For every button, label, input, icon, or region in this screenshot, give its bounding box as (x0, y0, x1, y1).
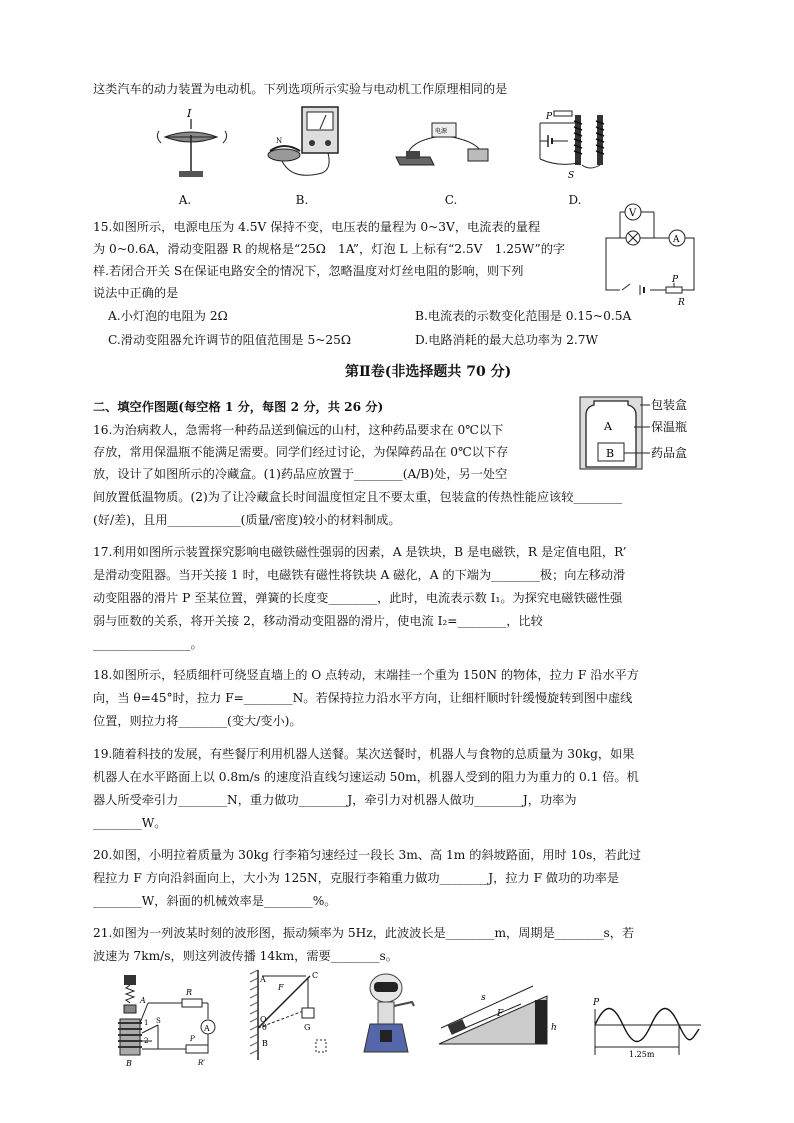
q18-lever-diagram (248, 968, 338, 1063)
svg-text:h: h (551, 1023, 557, 1033)
svg-text:F: F (278, 983, 284, 992)
q16-line-2: 存放，常用保温瓶不能满足需要。同学们经过讨论，为保障药品在 0℃以下存 (93, 445, 509, 459)
svg-text:包装盒: 包装盒 (651, 398, 688, 412)
svg-text:s: s (481, 993, 486, 1003)
svg-text:2: 2 (144, 1037, 149, 1045)
q14-fig-d (538, 105, 618, 180)
q14-caption-d: D. (568, 193, 582, 207)
q14-fig-b (262, 103, 342, 183)
b-n: N (276, 137, 283, 145)
svg-text:C: C (312, 971, 319, 980)
svg-text:R’: R’ (198, 1059, 206, 1067)
q14-intro: 这类汽车的动力装置为电动机。下列选项所示实验与电动机工作原理相同的是 (93, 82, 508, 96)
q14-fig-c (392, 115, 492, 185)
svg-text:O: O (260, 1015, 267, 1024)
q16-line-5: (好/差)，且用____________(质量/密度)较小的材料制成。 (93, 513, 401, 527)
q15-option-d: D.电路消耗的最大总功率为 2.7W (415, 333, 599, 347)
q17-line-3: 动变阻器的滑片 P 至某位置，弹簧的长度变________，此时，电流表示数 I₁。为探究电磁铁磁性强 (93, 591, 623, 605)
svg-text:R: R (186, 988, 193, 997)
q20-line-3: ________W，斜面的机械效率是________%。 (93, 894, 337, 908)
svg-text:保温瓶: 保温瓶 (651, 420, 688, 434)
q20-slope-diagram (437, 978, 577, 1053)
q17-line-4: 弱与匝数的关系，将开关接 2，移动滑动变阻器的滑片，使电流 I₂=________，比较 (93, 614, 543, 628)
part2-title: 第Ⅱ卷(非选择题共 70 分) (345, 364, 512, 380)
q21-line-2: 波速为 7km/s，则这列波传播 14km，需要________s。 (93, 949, 398, 963)
q15-line-1: 15.如图所示，电源电压为 4.5V 保持不变，电压表的量程为 0~3V，电流表的量程 (93, 220, 541, 234)
svg-text:S: S (568, 171, 575, 181)
q15-option-c: C.滑动变阻器允许调节的阻值范围是 5~25Ω (108, 333, 352, 347)
q16-cooler-box-diagram (578, 395, 708, 475)
svg-text:P: P (546, 112, 553, 122)
q21-line-1: 21.如图为一列波某时刻的波形图，振动频率为 5Hz，此波波长是________m，周期是________s，若 (93, 926, 635, 940)
q16-line-1: 16.为治病救人，急需将一种药品送到偏远的山村，这种药品要求在 0℃以下 (93, 423, 504, 437)
svg-text:B: B (606, 447, 615, 460)
q15-option-b: B.电流表的示数变化范围是 0.15~0.5A (415, 309, 632, 323)
q16-line-3: 放，设计了如图所示的冷藏盒。(1)药品应放置于________(A/B)处，另一处空 (93, 467, 508, 481)
svg-text:P: P (593, 998, 600, 1008)
q14-caption-a: A. (178, 193, 192, 207)
q18-line-1: 18.如图所示，轻质细杆可绕竖直墙上的 O 点转动，末端挂一个重为 150N 的物体，拉力 F 沿水平方 (93, 668, 639, 682)
svg-text:I: I (187, 107, 192, 120)
q14-caption-b: B. (295, 193, 309, 207)
q19-line-3: 器人所受牵引力________N，重力做功________J，牵引力对机器人做功________J，功率为 (93, 793, 577, 807)
svg-text:A: A (673, 235, 680, 245)
section-heading: 二、填空作图题(每空格 1 分，每图 2 分，共 26 分) (93, 400, 384, 414)
q16-line-4: 间放置低温物质。(2)为了让冷藏盒长时间温度恒定且不要太重，包装盒的传热性能应该较________ (93, 490, 623, 504)
svg-text:A: A (140, 996, 146, 1005)
svg-text:θ: θ (262, 1023, 267, 1032)
svg-text:A: A (260, 975, 266, 984)
svg-text:电源: 电源 (435, 128, 448, 135)
q21-waveform-diagram (593, 995, 703, 1065)
svg-text:S: S (156, 1017, 161, 1025)
q15-option-a: A.小灯泡的电阻为 2Ω (108, 309, 228, 323)
q20-line-2: 程拉力 F 方向沿斜面向上，大小为 125N，克服行李箱重力做功________J，拉力 F 做功的功率是 (93, 871, 620, 885)
q17-line-5: ________________。 (93, 637, 203, 651)
q17-line-1: 17.利用如图所示装置探究影响电磁铁磁性强弱的因素，A 是铁块，B 是电磁铁，R 是定值电阻，R’ (93, 545, 627, 559)
q15-circuit-diagram (600, 198, 700, 306)
svg-text:F: F (497, 1009, 504, 1019)
q20-line-1: 20.如图，小明拉着质量为 30kg 行李箱匀速经过一段长 3m、高 1m 的斜坡路面，用时 10s，若此过 (93, 848, 642, 862)
svg-text:1: 1 (144, 1019, 149, 1027)
svg-text:B: B (262, 1039, 268, 1048)
q14-caption-c: C. (444, 193, 458, 207)
svg-text:P: P (190, 1035, 195, 1043)
svg-text:药品盒: 药品盒 (651, 446, 688, 460)
q15-line-3: 样.若闭合开关 S在保证电路安全的情况下，忽略温度对灯丝电阻的影响，则下列 (93, 264, 524, 278)
q18-line-3: 位置，则拉力将________(变大/变小)。 (93, 714, 302, 728)
q19-line-4: ________W。 (93, 816, 167, 830)
svg-text:P: P (672, 275, 679, 285)
q19-robot-image (360, 970, 415, 1060)
q15-line-4: 说法中正确的是 (93, 286, 179, 300)
svg-text:A: A (604, 420, 612, 433)
svg-text:G: G (304, 1023, 311, 1032)
q17-line-2: 是滑动变阻器。当开关接 1 时，电磁铁有磁性将铁块 A 磁化，A 的下端为________极；向左移动滑 (93, 568, 626, 582)
svg-text:R: R (678, 298, 685, 308)
svg-text:B: B (126, 1059, 132, 1068)
q15-line-2: 为 0~0.6A，滑动变阻器 R 的规格是“25Ω 1A”，灯泡 L 上标有“2.5V 1.25W”的字 (93, 242, 566, 256)
q19-line-1: 19.随着科技的发展，有些餐厅利用机器人送餐。某次送餐时，机器人与食物的总质量为 30kg，如果 (93, 747, 635, 761)
q19-line-2: 机器人在水平路面上以 0.8m/s 的速度沿直线匀速运动 50m，机器人受到的阻力为重力的 0.1 倍。机 (93, 770, 639, 784)
q14-fig-a (155, 105, 235, 185)
q18-line-2: 向，当 θ=45°时，拉力 F=________N。若保持拉力沿水平方向，让细杆顺时针缓慢旋转到图中虚线 (93, 691, 633, 705)
svg-text:1.25m: 1.25m (629, 1050, 655, 1059)
q17-electromagnet-diagram (100, 973, 225, 1068)
svg-text:A: A (204, 1024, 210, 1033)
svg-text:V: V (629, 208, 637, 219)
